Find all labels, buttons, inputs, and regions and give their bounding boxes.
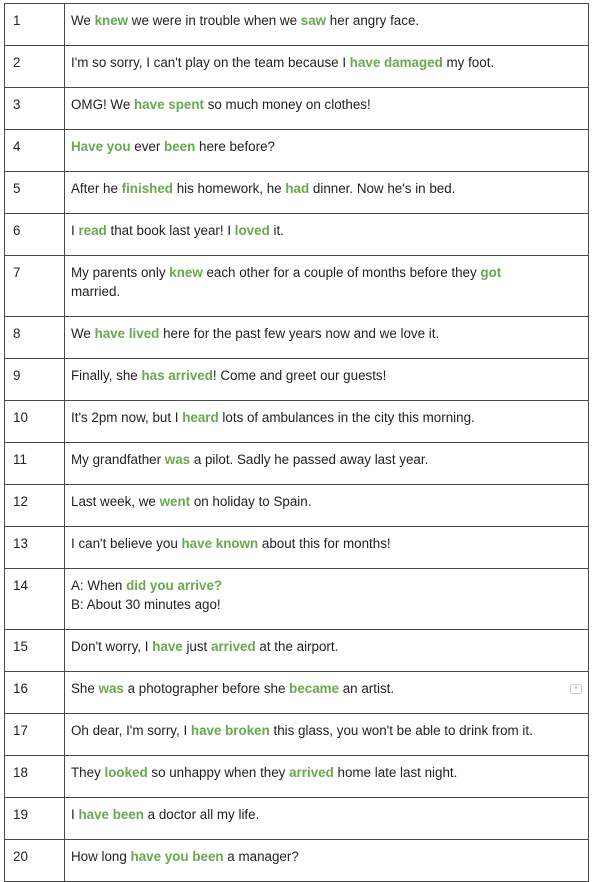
sentence-text: an artist. bbox=[339, 681, 395, 696]
row-number: 8 bbox=[5, 317, 65, 359]
sentence-line bbox=[71, 595, 582, 614]
row-number: 19 bbox=[5, 798, 65, 840]
sentence-line bbox=[71, 763, 582, 782]
highlighted-verb: loved bbox=[234, 223, 270, 238]
row-number: 6 bbox=[5, 214, 65, 256]
sentence-text: My parents only bbox=[71, 265, 170, 280]
sentence-text: a doctor all my life. bbox=[143, 807, 260, 822]
sentence-cell bbox=[65, 840, 589, 882]
sentence-text: Finally, she bbox=[71, 368, 142, 383]
sentence-line bbox=[71, 95, 582, 114]
sentence-line bbox=[71, 221, 582, 240]
sentence-line bbox=[71, 576, 582, 595]
sentence-cell bbox=[65, 714, 589, 756]
sentence-line bbox=[71, 179, 582, 198]
table-row bbox=[5, 485, 589, 527]
sentence-cell bbox=[65, 214, 589, 256]
sentence-cell bbox=[65, 798, 589, 840]
sentence-cell bbox=[65, 756, 589, 798]
sentence-text: I bbox=[71, 807, 79, 822]
highlighted-verb: heard bbox=[182, 410, 219, 425]
row-number: 12 bbox=[5, 485, 65, 527]
sentence-cell bbox=[65, 256, 589, 317]
sentence-text: We bbox=[71, 13, 95, 28]
highlighted-verb: have broken bbox=[190, 723, 270, 738]
highlighted-verb: went bbox=[159, 494, 191, 509]
sentence-text: How long bbox=[71, 849, 131, 864]
sentence-line bbox=[71, 679, 582, 698]
sentence-line bbox=[71, 282, 582, 301]
sentence-text: a manager? bbox=[223, 849, 299, 864]
sentence-text: that book last year! I bbox=[106, 223, 235, 238]
sentence-text: on holiday to Spain. bbox=[190, 494, 312, 509]
row-number: 1 bbox=[5, 4, 65, 46]
table-row bbox=[5, 317, 589, 359]
highlighted-verb: arrived bbox=[289, 765, 334, 780]
table-row bbox=[5, 527, 589, 569]
sentence-text: Don't worry, I bbox=[71, 639, 153, 654]
sentence-text: each other for a couple of months before they bbox=[202, 265, 481, 280]
table-row bbox=[5, 569, 589, 630]
highlighted-verb: read bbox=[78, 223, 107, 238]
highlighted-verb: have known bbox=[181, 536, 259, 551]
row-number: 7 bbox=[5, 256, 65, 317]
sentence-text: lots of ambulances in the city this morning. bbox=[218, 410, 475, 425]
table-row bbox=[5, 46, 589, 88]
sentence-cell bbox=[65, 527, 589, 569]
sentence-text: I can't believe you bbox=[71, 536, 182, 551]
table-row bbox=[5, 630, 589, 672]
sentence-cell bbox=[65, 88, 589, 130]
sentence-text: We bbox=[71, 326, 95, 341]
sentence-cell bbox=[65, 569, 589, 630]
highlighted-verb: was bbox=[164, 452, 191, 467]
table-row bbox=[5, 4, 589, 46]
table-row bbox=[5, 214, 589, 256]
highlighted-verb: looked bbox=[104, 765, 148, 780]
highlighted-verb: got bbox=[480, 265, 502, 280]
table-row bbox=[5, 443, 589, 485]
row-number: 14 bbox=[5, 569, 65, 630]
sentence-text: ever bbox=[130, 139, 165, 154]
highlighted-verb: has arrived bbox=[141, 368, 213, 383]
highlighted-verb: had bbox=[285, 181, 310, 196]
chevron-down-icon[interactable]: ▾ bbox=[570, 684, 582, 694]
highlighted-verb: have lived bbox=[94, 326, 160, 341]
highlighted-verb: have bbox=[152, 639, 183, 654]
sentence-text: here before? bbox=[195, 139, 275, 154]
sentence-text: They bbox=[71, 765, 105, 780]
sentence-text: we were in trouble when we bbox=[128, 13, 301, 28]
table-row bbox=[5, 714, 589, 756]
sentence-text: just bbox=[182, 639, 211, 654]
sentence-text: A: When bbox=[71, 578, 127, 593]
row-number: 4 bbox=[5, 130, 65, 172]
highlighted-verb: became bbox=[289, 681, 340, 696]
table-row bbox=[5, 88, 589, 130]
sentence-text: about this for months! bbox=[258, 536, 391, 551]
highlighted-verb: did you arrive? bbox=[126, 578, 223, 593]
sentence-text: My grandfather bbox=[71, 452, 165, 467]
sentence-line bbox=[71, 11, 582, 30]
sentence-text: She bbox=[71, 681, 99, 696]
highlighted-verb: knew bbox=[169, 265, 203, 280]
highlighted-verb: have you been bbox=[130, 849, 224, 864]
sentence-text: After he bbox=[71, 181, 122, 196]
sentence-text: at the airport. bbox=[255, 639, 339, 654]
sentence-text: a photographer before she bbox=[123, 681, 290, 696]
sentence-line bbox=[71, 263, 582, 282]
sentence-text: here for the past few years now and we love it. bbox=[159, 326, 440, 341]
highlighted-verb: have been bbox=[78, 807, 144, 822]
sentence-line bbox=[71, 366, 582, 385]
sentence-line bbox=[71, 805, 582, 824]
row-number: 18 bbox=[5, 756, 65, 798]
sentence-line bbox=[71, 492, 582, 511]
row-number: 15 bbox=[5, 630, 65, 672]
row-number: 13 bbox=[5, 527, 65, 569]
table-row bbox=[5, 256, 589, 317]
sentence-cell bbox=[65, 630, 589, 672]
sentence-text: it. bbox=[269, 223, 284, 238]
highlighted-verb: was bbox=[98, 681, 124, 696]
highlighted-verb: Have you bbox=[71, 139, 131, 154]
sentence-cell bbox=[65, 401, 589, 443]
sentence-cell bbox=[65, 46, 589, 88]
row-number: 3 bbox=[5, 88, 65, 130]
sentence-text: this glass, you won't be able to drink from it. bbox=[269, 723, 533, 738]
sentence-cell bbox=[65, 672, 589, 714]
highlighted-verb: have damaged bbox=[349, 55, 443, 70]
sentence-cell bbox=[65, 359, 589, 401]
table-row bbox=[5, 130, 589, 172]
sentence-cell bbox=[65, 443, 589, 485]
sentence-cell bbox=[65, 172, 589, 214]
sentence-line bbox=[71, 137, 582, 156]
table-row bbox=[5, 798, 589, 840]
sentence-text: B: About 30 minutes ago! bbox=[71, 597, 221, 612]
sentence-line bbox=[71, 450, 582, 469]
sentence-text: OMG! We bbox=[71, 97, 134, 112]
sentence-text: his homework, he bbox=[172, 181, 286, 196]
highlighted-verb: arrived bbox=[211, 639, 256, 654]
sentence-line bbox=[71, 847, 582, 866]
table-row bbox=[5, 359, 589, 401]
highlighted-verb: saw bbox=[300, 13, 327, 28]
table-row bbox=[5, 672, 589, 714]
sentence-text: Oh dear, I'm sorry, I bbox=[71, 723, 191, 738]
sentence-line bbox=[71, 408, 582, 427]
table-row bbox=[5, 840, 589, 882]
sentence-line bbox=[71, 721, 582, 740]
table-row bbox=[5, 756, 589, 798]
sentence-text: so much money on clothes! bbox=[203, 97, 371, 112]
table-row bbox=[5, 172, 589, 214]
highlighted-verb: been bbox=[164, 139, 196, 154]
table-row bbox=[5, 401, 589, 443]
sentence-text: I bbox=[71, 223, 79, 238]
sentence-text: her angry face. bbox=[326, 13, 420, 28]
sentence-line bbox=[71, 637, 582, 656]
sentence-cell bbox=[65, 4, 589, 46]
sentence-line bbox=[71, 53, 582, 72]
highlighted-verb: finished bbox=[121, 181, 173, 196]
row-number: 11 bbox=[5, 443, 65, 485]
row-number: 2 bbox=[5, 46, 65, 88]
highlighted-verb: have spent bbox=[134, 97, 204, 112]
verb-tense-table bbox=[4, 3, 589, 882]
sentence-text: I'm so sorry, I can't play on the team because I bbox=[71, 55, 350, 70]
highlighted-verb: knew bbox=[94, 13, 129, 28]
sentence-text: ! Come and greet our guests! bbox=[212, 368, 387, 383]
sentence-text: so unhappy when they bbox=[147, 765, 290, 780]
row-number: 10 bbox=[5, 401, 65, 443]
sentence-text: dinner. Now he's in bed. bbox=[309, 181, 456, 196]
row-number: 5 bbox=[5, 172, 65, 214]
sentence-text: Last week, we bbox=[71, 494, 160, 509]
sentence-cell bbox=[65, 130, 589, 172]
row-number: 20 bbox=[5, 840, 65, 882]
sentence-cell bbox=[65, 485, 589, 527]
sentence-text: It's 2pm now, but I bbox=[71, 410, 183, 425]
sentence-text: my foot. bbox=[442, 55, 495, 70]
row-number: 16 bbox=[5, 672, 65, 714]
sentence-text: married. bbox=[71, 284, 121, 299]
row-number: 17 bbox=[5, 714, 65, 756]
sentence-text: a pilot. Sadly he passed away last year. bbox=[190, 452, 429, 467]
sentence-text: home late last night. bbox=[333, 765, 458, 780]
sentence-cell bbox=[65, 317, 589, 359]
row-number: 9 bbox=[5, 359, 65, 401]
sentence-line bbox=[71, 324, 582, 343]
sentence-line bbox=[71, 534, 582, 553]
